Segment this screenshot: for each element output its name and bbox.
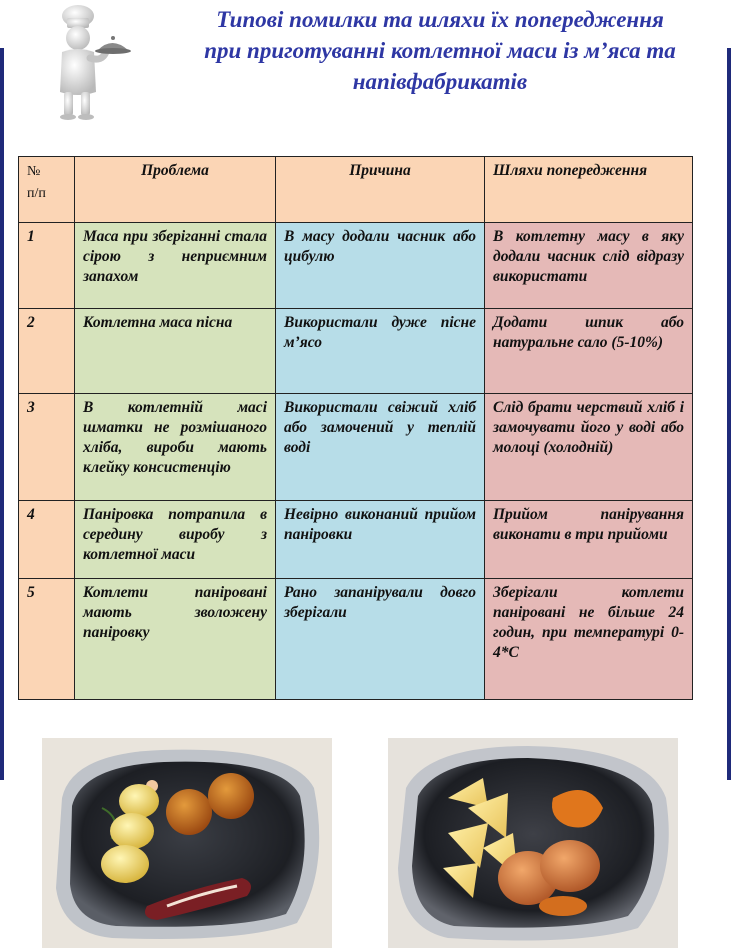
title-line: Типові помилки та шляхи їх попередження: [216, 7, 664, 32]
row-problem: Паніровка потрапила в середину виробу з котлетної маси: [75, 501, 276, 579]
header-problem: Проблема: [75, 157, 276, 223]
row-problem: В котлетній масі шматки не розмішаного хліба, вироби мають клейку консистенцію: [75, 394, 276, 501]
table-header-row: [19, 157, 693, 223]
header-number-symbol: №: [27, 164, 41, 179]
chef-illustration: [40, 0, 135, 120]
cutlets-plate-photo: [42, 738, 332, 948]
title-line: напівфабрикатів: [352, 69, 528, 94]
table-row: [19, 309, 693, 394]
left-border-line: [0, 48, 4, 780]
header-number-abbr: п/п: [27, 186, 46, 201]
right-border-line: [727, 48, 731, 780]
header-prevention: Шляхи попередження: [485, 157, 693, 223]
breaded-cutlets-photo: [388, 738, 678, 948]
errors-table: [18, 156, 693, 700]
row-number: 4: [19, 501, 75, 579]
row-cause: Рано запанірували довго зберігали: [276, 579, 485, 700]
page-title: [150, 4, 730, 97]
row-number: 5: [19, 579, 75, 700]
row-problem: Котлети панірованi мають зволожену паніровку: [75, 579, 276, 700]
row-cause: Невірно виконаний прийом паніровки: [276, 501, 485, 579]
row-prevention: Прийом панірування виконати в три прийоми: [485, 501, 693, 579]
table-row: [19, 394, 693, 501]
row-problem: Маса при зберіганні стала сірою з неприємним запахом: [75, 223, 276, 309]
header-number: [19, 157, 75, 223]
table-row: [19, 501, 693, 579]
row-prevention: Зберігали котлети паніровані не більше 24 годин, при температурі 0-4*С: [485, 579, 693, 700]
row-cause: В масу додали часник або цибулю: [276, 223, 485, 309]
row-prevention: Слід брати черствий хліб і замочувати його у воді або молоці (холодній): [485, 394, 693, 501]
row-number: 2: [19, 309, 75, 394]
header-cause: Причина: [276, 157, 485, 223]
row-cause: Використали дуже пісне м’ясо: [276, 309, 485, 394]
row-number: 1: [19, 223, 75, 309]
row-number: 3: [19, 394, 75, 501]
row-prevention: Додати шпик або натуральне сало (5-10%): [485, 309, 693, 394]
row-cause: Використали свіжий хліб або замочений у теплій воді: [276, 394, 485, 501]
table-row: [19, 223, 693, 309]
table-row: [19, 579, 693, 700]
row-problem: Котлетна маса пісна: [75, 309, 276, 394]
row-prevention: В котлетну масу в яку додали часник слід відразу використати: [485, 223, 693, 309]
title-line: при приготуванні котлетної маси із м’яса та: [204, 38, 676, 63]
